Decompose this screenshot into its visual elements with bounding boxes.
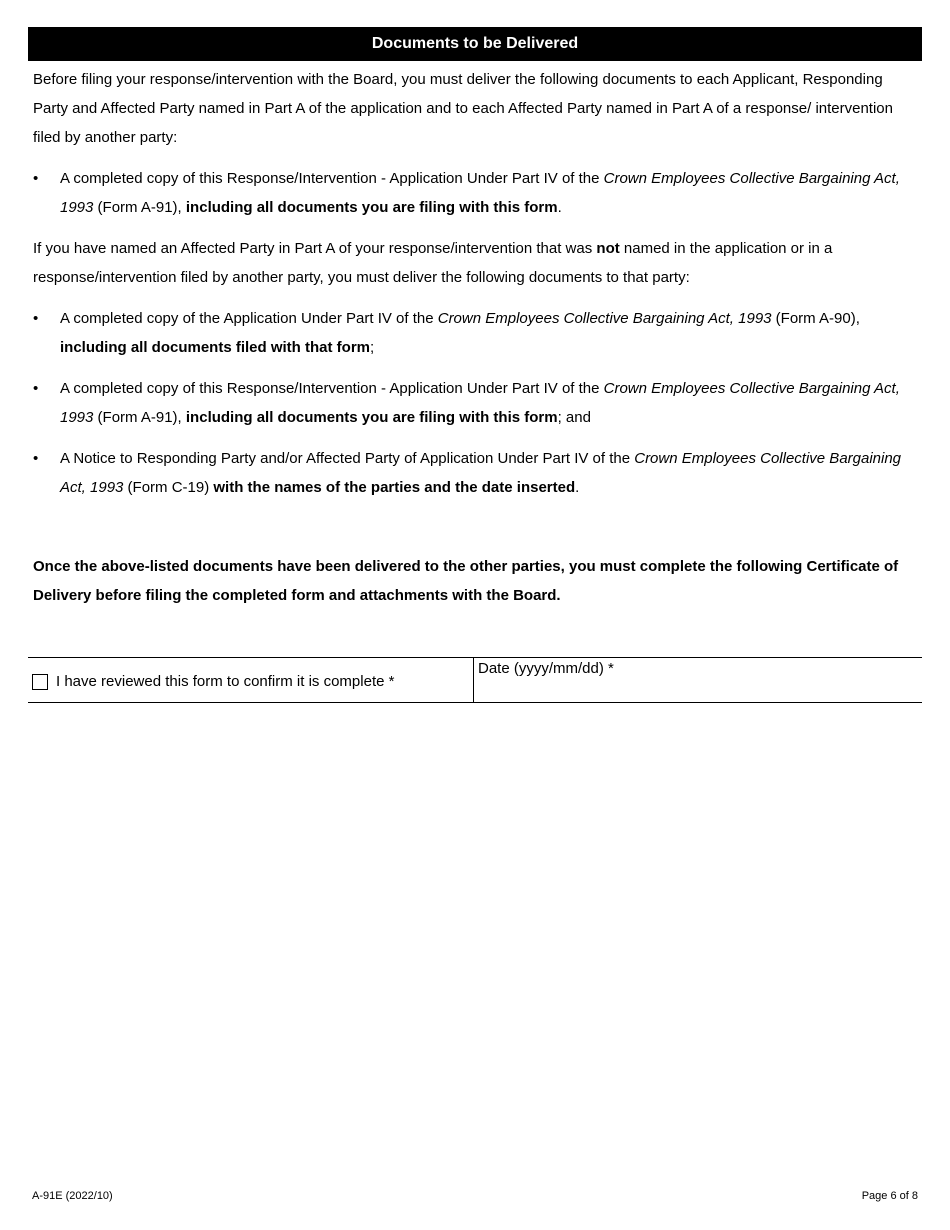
bullet-marker: •	[33, 310, 39, 327]
review-confirmation-cell	[28, 658, 474, 702]
form-code: A-91E (2022/10)	[32, 1190, 113, 1202]
list-item: • A completed copy of this Response/Intervention - Application Under Part IV of the Crown Employees Collective Bargaining Act, 1993 (Form A-91), including all documents you are filing with this form.	[33, 164, 917, 222]
review-confirmation-checkbox[interactable]	[32, 674, 48, 690]
list-item: • A Notice to Responding Party and/or Affected Party of Application Under Part IV of the Crown Employees Collective Bargaining Act, 1993 (Form C-19) with the names of the parties and the date inserted.	[33, 444, 917, 502]
list-item: • A completed copy of the Application Under Part IV of the Crown Employees Collective Bargaining Act, 1993 (Form A-90), including all documents filed with that form;	[33, 304, 917, 362]
certificate-instruction: Once the above-listed documents have been delivered to the other parties, you must complete the following Certificate of Delivery before filing the completed form and attachments with the Board.	[33, 558, 899, 604]
bullet-marker: •	[33, 450, 39, 467]
list-item: • A completed copy of this Response/Intervention - Application Under Part IV of the Crown Employees Collective Bargaining Act, 1993 (Form A-91), including all documents you are filing with this form; and	[33, 374, 917, 432]
section-title: Documents to be Delivered	[371, 35, 579, 52]
date-field-label: Date (yyyy/mm/dd) *	[478, 660, 614, 677]
intro-paragraph: Before filing your response/intervention with the Board, you must deliver the following documents to each Applicant, Responding Party and Affected Party named in Part A of the application and to each Affected Party named in Part A of a response/ intervention filed by another party:	[33, 71, 893, 146]
bullet-marker: •	[33, 380, 39, 397]
bullet-marker: •	[33, 170, 39, 187]
affected-party-paragraph: If you have named an Affected Party in Part A of your response/intervention that was not named in the application or in a response/intervention filed by another party, you must deliver the following documents to that party:	[33, 240, 833, 286]
review-confirmation-label: I have reviewed this form to confirm it is complete *	[56, 672, 395, 690]
instructions-body	[33, 65, 917, 514]
page-number: Page 6 of 8	[861, 1190, 918, 1202]
date-field[interactable]	[474, 658, 922, 702]
certificate-of-delivery-row	[28, 657, 922, 703]
section-header	[28, 27, 922, 61]
